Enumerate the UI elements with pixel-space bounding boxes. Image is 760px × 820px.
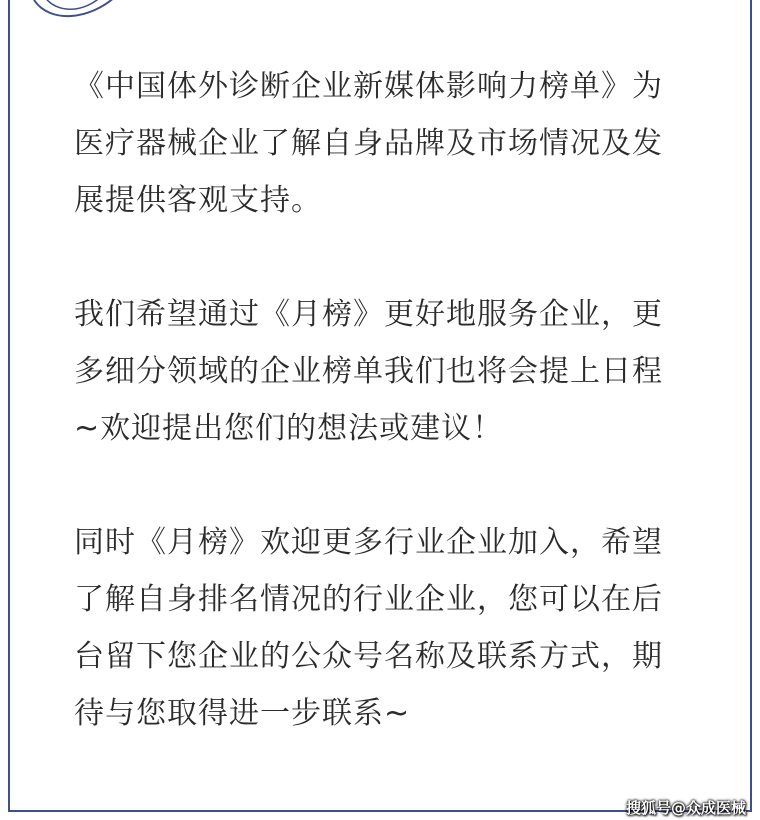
text-line: 了解自身排名情况的行业企业，您可以在后: [74, 582, 663, 617]
text-line: ~欢迎提出您们的想法或建议！: [74, 411, 504, 446]
text-line: 《中国体外诊断企业新媒体影响力榜单》为: [74, 69, 663, 104]
article-body: [74, 58, 690, 799]
paragraph-intro: [74, 58, 690, 229]
text-line: 台留下您企业的公众号名称及联系方式，期: [74, 639, 663, 674]
text-line: 展提供客观支持。: [74, 183, 322, 218]
text-line: 同时《月榜》欢迎更多行业企业加入，希望: [74, 525, 663, 560]
text-line: 医疗器械企业了解自身品牌及市场情况及发: [74, 126, 663, 161]
text-line: 待与您取得进一步联系~: [74, 696, 411, 731]
paragraph-invitation: [74, 514, 690, 742]
text-line: 我们希望通过《月榜》更好地服务企业，更: [74, 297, 663, 332]
watermark: 搜狐号@众成医械: [625, 799, 746, 817]
text-line: 多细分领域的企业榜单我们也将会提上日程: [74, 354, 663, 389]
decorative-swirl-icon: [30, 0, 120, 24]
paragraph-service: [74, 286, 690, 457]
